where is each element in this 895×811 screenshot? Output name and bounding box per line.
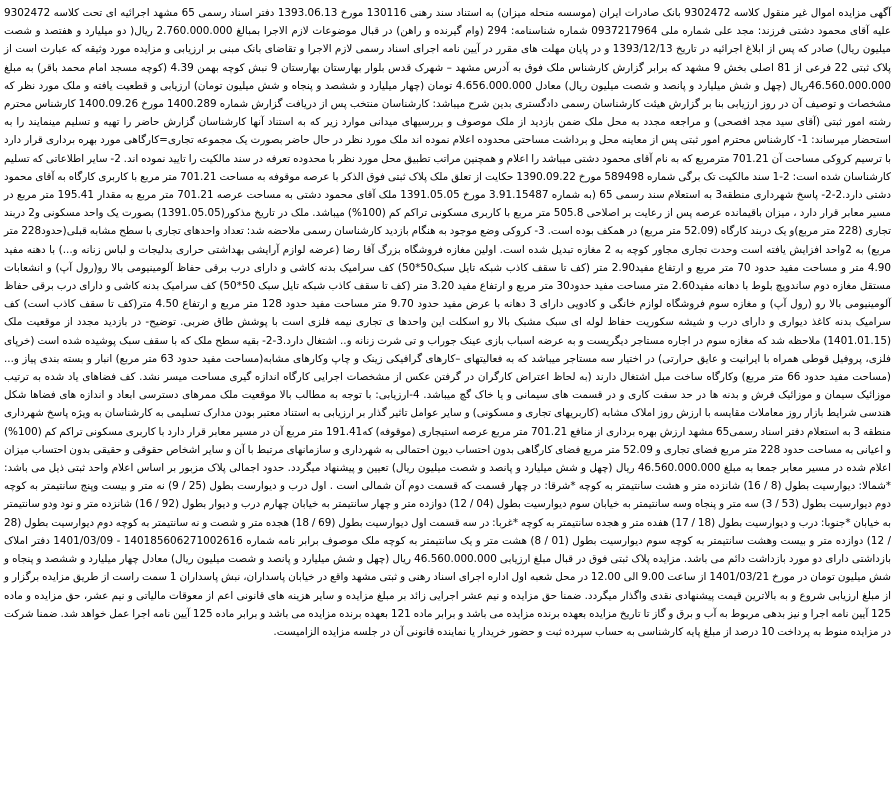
auction-notice-text: آگهی مزایده اموال غیر منقول کلاسه 9302472 بانک صادرات ایران (موسسه منحله میزان) به استناد سند رهنی 130116 مورخ 1393.06.13 دفتر اسناد رسمی 65 مشهد اجرائیه ای تحت کلاسه 9302472 علیه آقای محمود دشتی فرزند: مجد علی شماره ملی 0937217964 شماره شناسنامه: 294 (وام گیرنده و راهن) در قبال موضوعات لازم الاجرا بمبالغ 2.760.000.000 ریال( دو میلیارد و هفتصد و شصت میلیون ریال) صادر که پس از ابلاغ اجرائیه در تاریخ 1393/12/13 و در پایان مهلت های مقرر در آیین نامه اجرای اسناد رسمی لازم الاجرا و تقاضای بانک مبنی بر ارزیابی و مزایده مورد وثیقه که عبارت است از پلاک ثبتی 22 فرعی از 81 اصلی بخش 9 مشهد که برابر گزارش کارشناس ملک فوق به آدرس مشهد – شهرک قدس بلوار بهارستان بهارستان 9 نبش کوچه بهمن 4.39 (کوچه مسجد امام محمد باقر) به مبلغ 46.560.000.000ریال (چهل و شش میلیارد و پانصد و شصت میلیون ریال) معادل 4.656.000.000 تومان (چهار میلیارد و ششصد و پنجاه و شش میلیون تومان) ارزیابی و قطعیت یافته و ملک مورد نظر که مشخصات و توصیف آن در روز ارزیابی بنا بر گزارش هیئت کارشناسان رسمی دادگستری بدین شرح میباشد: کارشناسان منتخب پس از دریافت گزارش شماره 1400.289 مورخ 1400.09.26 کارشناس محترم رشته امور ثبتی (آقای سید مجد افصحی) و مراجعه مجدد به محل ملک ضمن بازدید از ملک موصوف و بررسیهای میدانی موارد زیر که به استناد آنها کارشناسان گزارش حاضر را تهیه و تسلیم مینمایند را به استحضار میرساند: 1- کارشناس محترم امور ثبتی پس از معاینه محل و برداشت مساحتی محدوده اعلام نموده اند ملک مورد نظر در حال حاضر بصورت یک مجموعه تجاری=کارگاهی مورد بهره برداری قرار دارد با ترسیم کروکی مساحت آن 701.21 مترمربع که به نام آقای محمود دشتی میباشد را اعلام و همچنین مراتب تطبیق محل مورد نظر با محدوده تعرفه در سند مالکیت را تایید نموده اند. 2- سایر اطلاعاتی که تسلیم کارشناسان شده است: 2-1 سند مالکیت تک برگی شماره 589498 مورخ 1390.09.22 حکایت از تعلق ملک پلاک ثبتی فوق الذکر با عرصه موقوفه به مساحت 701.21 متر مربع با کاربری کارگاه به آقای محمود دشتی دارد.2-2- پاسخ شهرداری منطقه3 به استعلام سند رسمی 65 (به شماره 3.91.15487 مورخ 1391.05.05 ملک آقای محمود دشتی به مساحت عرصه 701.21 متر مربع به مقدار 195.41 متر مربع در مسیر معابر قرار دارد ، میزان باقیمانده عرصه پس از رعایت بر اصلاحی 505.8 متر مربع با کاربری مسکونی تراکم کم (100%) میباشد. ملک در تاریخ مذکور(1391.05.05) بصورت یک واحد مسکونی و2 دربند تجاری (228 متر مربع)و یک دربند کارگاه (52.09 متر مربع) در همکف بوده است. 3- کروکی وضع موجود به هنگام بازدید کارشناسان رسمی ملاحضه شد: تعداد واحدهای تجاری با سطح مشابه قبلی(حدود228 متر مربع) به 2واحد افزایش یافته است وحدت تجاری مجاور کوچه به 2 مغازه تبدیل شده است. اولین مغازه فروشگاه بزرگ آقا رضا (عرضه لوازم آرایشی بهداشتی حراری بدلیجات و لباس زنانه و...) با دهنه مفید 4.90 متر و مساحت مفید حدود 70 متر مربع و ارتفاع مفید2.90 متر (کف تا سقف کاذب شبکه تایل سبک50*50) کف سرامیک بدنه کاشی و دارای درب برقی حفاظ آلومینیومی بالا رو(رول آپ) و انشعابات مستقل مغازه دوم ساندویچ بلوط با دهانه مفید2.60 متر مساحت مفید حدود30 متر مربع و ارتفاع مفید 3.20 متر (کف تا سقف کاذب شبکه تایل سبک 50*50) کف سرامیک بدنه کاشی و دارای درب برقی حفاظ آلومینیومی بالا رو (رول آپ) و مغازه سوم فروشگاه لوازم خانگی و کادویی دارای 3 دهانه با عرض مفید حدود 9.70 متر مساحت مفید حدود 128 متر مربع و ارتفاع 4.50 متر(کف تا سقف کاذب است) کف سرامیک بدنه کاغذ دیواری و دارای درب و شیشه سکوریت حفاظ لوله ای سبک مشبک بالا رو اسکلت این واحدها ی تجاری نیمه فلزی است با پوشش طاق ضربی. توضیح- در بازدید مجدد از موقعیت ملک (1401.01.15) ملاحظه شد که مغازه سوم در اجاره مستاجر دیگریست و به عرضه اسباب بازی عینک جوراب و تی شرت زنانه و.. اشتغال دارد.3-2- بقیه سطح ملک که با سقف سبک پوشیده شده است (خرپای فلزی، پروفیل قوطی همراه با ایرانیت و عایق حرارتی) در اختیار سه مستاجر میباشد که به فعالیتهای –کارهای گرافیکی زینک و چاپ وکارهای مشابه(مساحت مفید حدود 63 متر مربع) انبار و بسته بندی پیاز و...(مساحت مفید حدود 66 متر مربع) وکارگاه ساخت مبل اشتغال دارند (به لحاظ اعتراض کارگران در گرفتن عکس از مشخصات اجرایی کارگاه اندازه گیری مساحت میسر نشد. کف فضاهای یاد شده به ترتیب موزائیک سیمان و موزائیک فرش و بدنه ها در حد سفت کاری و در قسمت های سیمانی و یا خاک گچ میباشد. 4-ارزیابی: با توجه به مطالب بالا موقعیت ملک ممرهای دسترسی ابعاد و اندازه های فضاها شکل هندسی شرایط بازار روز معاملات مقایسه با ارزش روز املاک مشابه (کاربریهای تجاری و مسکونی) و سایر عوامل تاثیر گذار بر ارزیابی به استناد معتبر بودن مدارک تسلیمی به کارشناسان به ویژه پاسخ شهرداری منطقه 3 به استعلام دفتر اسناد رسمی65 مشهد ارزش بهره برداری از منافع 701.21 متر مربع عرصه استیجاری (موقوفه) که191.41 متر مربع آن در مسیر معابر قرار دارد با کاربری مسکونی تراکم کم (100%) و اعیانی به مساحت حدود 228 متر مربع فضای تجاری و 52.09 متر مربع فضای کارگاهی بدون احتساب دیون احتمالی به شهرداری و سازمانهای مرتبط با آن و سایر اشخاص حقوقی و حقیقی بدون احتساب میزان اعلام شده در مسیر معابر جمعا به مبلغ 46.560.000.000 ریال (چهل و شش میلیارد و پانصد و شصت میلیون ریال) تعیین و پیشنهاد میگردد. حدود اجمالی پلاک مزبور بر اساس اعلام واحد ثبتی ذیل می باشد: *شمالا: دیوارسیت بطول (8 / 16) شانزده متر و هشت سانتیمتر به کوچه *شرقا: در چهار قسمت که قسمت دوم آن شمالی است . اول درب و دیوارست بطول (25 / 9) نه متر و بیست وپنج سانتیمتر به کوچه دوم دیوارسیت بطول (53 / 3) سه متر و پنجاه وسه سانتیمتر به خیابان سوم دیوارسیت بطول (04 / 12) دوازده متر و چهار سانتیمتر به خیابان چهارم درب و دیوار بطول (92 / 16) شانزده متر و نود ودو سانتیمتر به خیابان *جنوبا: درب و دیوارسیت بطول (18 / 17) هفده متر و هجده سانتیمتر به کوچه *غربا: در سه قسمت اول دیوارسیت بطول (69 / 18) هجده متر و شصت و نه سانتیمتر به کوچه دوم دیوارسیت بطول (28 / 12) دوازده متر و بیست وهشت سانتیمتر به کوچه سوم دیوارسیت بطول (01 / 8) هشت متر و یک سانتیمتر به کوچه ملک موصوف برابر نامه شماره 140185606271002616 - 1401/03/09 دفتر املاک بازداشتی دارای دو مورد بازداشت دائم می باشد. مزایده پلاک ثبتی فوق در قبال مبلغ ارزیابی 46.560.000.000 ریال (چهل و شش میلیارد و پانصد و شصت میلیون ریال) معادل چهار میلیارد و ششصد و پنجاه و شش میلیون تومان در مورخ 1401/03/21 از ساعت 9.00 الی 12.00 در محل شعبه اول اداره اجرای اسناد رهنی و ثبتی مشهد واقع در خیابان پاسداران، نبش پاسداران 1 سمت راست از طریق مزایده برگزار و از مبلغ ارزیابی شروع و به بالاترین قیمت پیشنهادی نقدی واگذار میگردد. ضمنا حق مزایده و نیم عشر اجرایی زائد بر مبلغ مزایده و سایر هزینه های قانونی اعم از معوقات مالیاتی و نیم عشر، حق مزایده و ماده 125 آیین نامه اجرا و نیز بدهی مربوط به آب و برق و گاز تا تاریخ مزایده بعهده برنده مزایده می باشد و برابر ماده 121 بعهده برنده مزایده می باشد و برابر ماده 125 آیین نامه اجرا عمل خواهد شد. ضمنا شرکت در مزایده منوط به پرداخت 10 درصد از مبلغ پایه کارشناسی به حساب سپرده ثبت و حضور خریدار یا نماینده قانونی آن در جلسه مزایده الزامیست. [4,7,892,638]
